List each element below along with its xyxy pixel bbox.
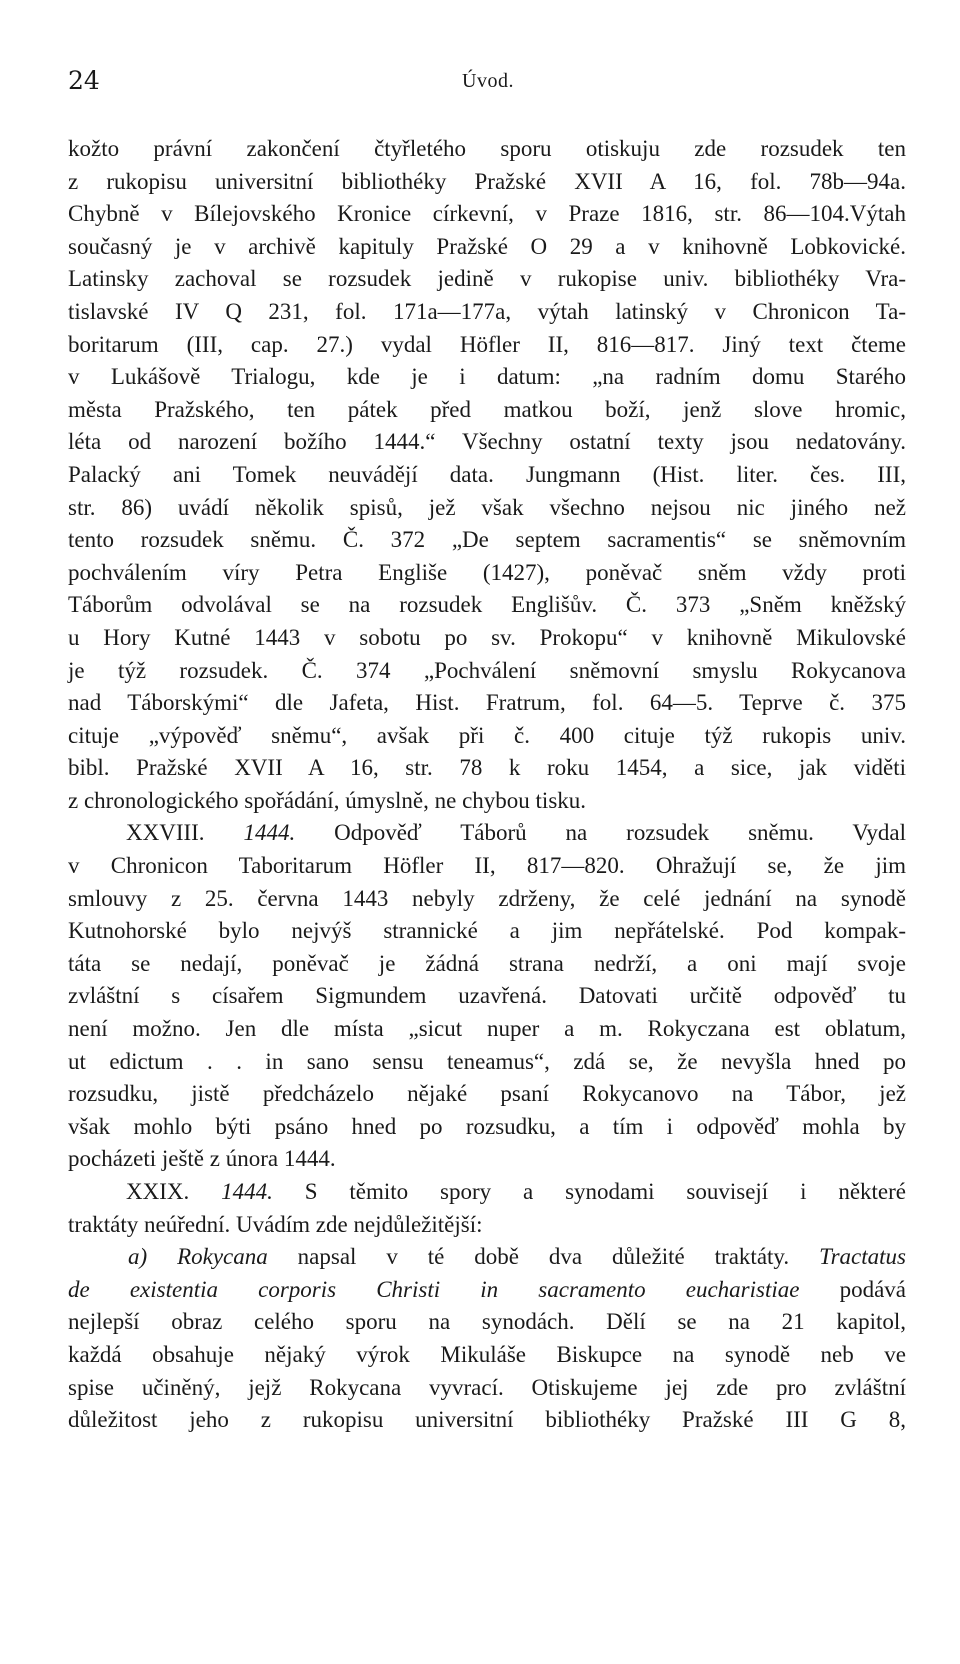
text-line: zvláštní s císařem Sigmundem uzavřená. Datovati určitě odpověď tu — [68, 983, 906, 1009]
item-marker: a) — [128, 1244, 148, 1270]
text-line: nad Táborskými“ dle Jafeta, Hist. Fratrum, fol. 64—5. Teprve č. 375 — [68, 690, 906, 716]
work-title-start: Tractatus — [819, 1244, 906, 1270]
text-line: současný je v archivě kapituly Pražské O 29 a v knihovně Lobkovické. — [68, 233, 906, 259]
section-year: 1444. — [221, 1179, 273, 1204]
text-line: táta se nedají, poněvač je žádná strana nedrží, a oni mají svoje — [68, 950, 906, 976]
section-year: 1444. — [243, 820, 296, 846]
text-line: z rukopisu universitní bibliothéky Pražské XVII A 16, fol. 78b—94a. — [68, 168, 906, 194]
text-line: Táborům odvolával se na rozsudek Englišův. Č. 373 „Sněm kněžský — [68, 592, 906, 618]
text-line: rozsudku, jistě předcházelo nějaké psaní Rokycanovo na Tábor, jež — [68, 1081, 906, 1107]
text-line: u Hory Kutné 1443 v sobotu po sv. Prokopu“ v knihovně Mikulovské — [68, 624, 906, 650]
text-line: kožto právní zakončení čtyřletého sporu otiskuju zde rozsudek ten — [68, 136, 906, 161]
text-line: tento rozsudek sněmu. Č. 372 „De septem sacramentis“ se sněmovním — [68, 527, 906, 553]
text-line: nejlepší obraz celého sporu na synodách. Dělí se na 21 kapitol, — [68, 1309, 906, 1335]
text-line: léta od narození božího 1444.“ Všechny ostatní texty jsou nedatovány. — [68, 429, 906, 455]
text-line: v Chronicon Taboritarum Höfler II, 817—820. Ohražují se, že jim — [68, 853, 906, 879]
text-line: každá obsahuje nějaký výrok Mikuláše Biskupce na synodě neb ve — [68, 1341, 906, 1367]
item-a-title-line — [68, 1274, 906, 1307]
text-line: města Pražského, ten pátek před matkou boží, jenž slove hromic, — [68, 396, 906, 422]
text-line: boritarum (III, cap. 27.) vydal Höfler II, 816—817. Jiný text čteme — [68, 331, 906, 357]
section-xxviii-heading — [68, 817, 906, 850]
text-line: z chronologického spořádání, úmyslně, ne chybou tisku. — [68, 787, 587, 813]
text-line: smlouvy z 25. června 1443 nebyly zdrženy, že celé jednání na synodě — [68, 885, 906, 911]
item-author: Rokycana — [177, 1244, 268, 1270]
text-line: bibl. Pražské XVII A 16, str. 78 k roku 1454, a sice, jak viděti — [68, 755, 906, 781]
text-line: ut edictum . . in sano sensu teneamus“, zdá se, že nevyšla hned po — [68, 1048, 906, 1074]
section-xxix-heading — [68, 1176, 906, 1209]
section-first-line: S těmito spory a synodami souvisejí i některé — [304, 1179, 907, 1204]
text-line: Latinsky zachoval se rozsudek jedině v rukopise univ. bibliothéky Vra- — [68, 266, 906, 292]
item-a-line — [68, 1241, 906, 1274]
text-line: str. 86) uvádí několik spisů, jež však všechno nejsou nic jiného než — [68, 494, 906, 520]
text-line: Palacký ani Tomek neuvádějí data. Jungmann (Hist. liter. čes. III, — [68, 461, 906, 487]
text-line: traktáty neúřední. Uvádím zde nejdůležitější: — [68, 1211, 483, 1237]
text-line: v Lukášově Trialogu, kde je i datum: „na radním domu Starého — [68, 364, 906, 390]
page-number: 24 — [68, 66, 100, 95]
page-header — [68, 66, 908, 100]
text-line: pochválením víry Petra Engliše (1427), poněvač sněm vždy proti — [68, 559, 906, 585]
section-numeral: XXIX. — [126, 1179, 190, 1204]
item-text: podává — [839, 1276, 906, 1302]
text-line: pocházeti ještě z února 1444. — [68, 1146, 336, 1172]
text-line: Kutnohorské bylo nejvýš strannické a jim nepřátelské. Pod kompak- — [68, 918, 906, 944]
text-line: důležitost jeho z rukopisu universitní bibliothéky Pražské III G 8, — [68, 1407, 906, 1433]
running-title: Úvod. — [462, 70, 514, 92]
text-line: je týž rozsudek. Č. 374 „Pochválení sněmovní smyslu Rokycanova — [68, 657, 906, 683]
body-text — [68, 133, 906, 1437]
text-line: spise učiněný, jejž Rokycana vyvrací. Otiskujeme jej zde pro zvláštní — [68, 1374, 906, 1400]
work-title: de existentia corporis Christi in sacramento eucharistiae — [68, 1276, 800, 1302]
item-text: napsal v té době dva důležité traktáty. — [297, 1244, 790, 1270]
section-first-line: Odpověď Táborů na rozsudek sněmu. Vydal — [334, 820, 907, 846]
text-line: není možno. Jen dle místa „sicut nuper a m. Rokyczana est oblatum, — [68, 1016, 906, 1042]
text-line: tislavské IV Q 231, fol. 171a—177a, výtah latinský v Chronicon Ta- — [68, 298, 906, 324]
text-line: cituje „výpověď sněmu“, avšak při č. 400 cituje týž rukopis univ. — [68, 722, 906, 748]
text-line: však mohlo býti psáno hned po rozsudku, a tím i odpověď mohla by — [68, 1113, 906, 1139]
section-numeral: XXVIII. — [126, 820, 205, 846]
text-line: Chybně v Bílejovského Kronice církevní, v Praze 1816, str. 86—104.Výtah — [68, 201, 906, 227]
